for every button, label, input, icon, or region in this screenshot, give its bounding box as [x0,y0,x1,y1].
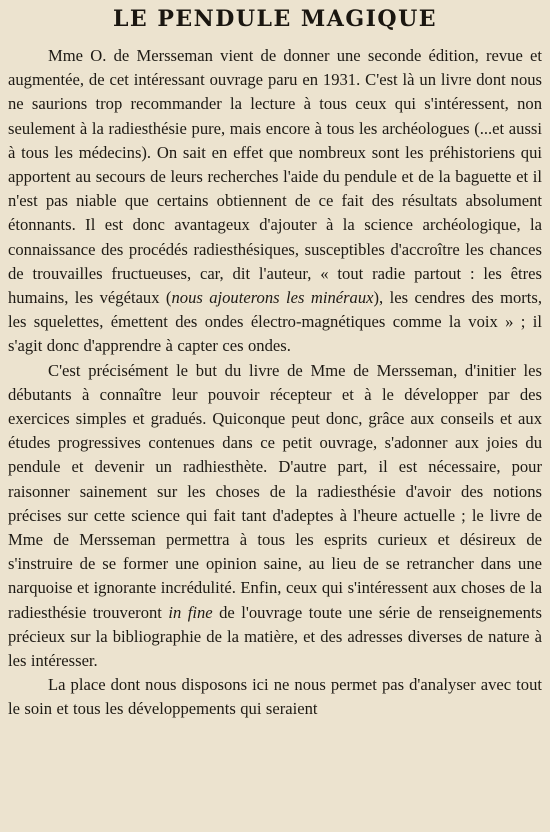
paragraph-1-text-end: ), les cendres des morts, les squelettes, émettent des ondes électro-magnétiques comme la voix » ; il s'agit donc d'apprendre à capter ces ondes. [8,288,543,356]
paragraph-2-text: C'est précisément le but du livre de Mme de Mersseman, d'initier les débutants à connaître leur pouvoir récepteur et à le développer par des exercices simples et gradués. Quiconque peut donc, grâce aux conseils et aux études progressives contenues dans ce petit ouvrage, s'adonner aux joies du pendule et devenir un radhiesthète. D'autre part, il est nécessaire, pour raisonner sainement sur les choses de la radiesthésie d'avoir des notions précises sur cette science qui fait tant d'adeptes à l'heure actuelle ; le livre de Mme de Mersseman permettra à tous les esprits curieux et désireux de s'instruire de se former une opinion saine, au lieu de se retrancher dans une narquoise et ignorante incrédulité. Enfin, ceux qui s'intéressent aux choses de la radiesthésie trouveront [8,360,542,622]
article-body [8,44,542,722]
paragraph-2-text-end: de l'ouvrage toute une série de renseignements précieux sur la bibliographie de la matière, et des adresses diverses de nature à les intéresser. [8,602,542,671]
paragraph-1 [8,44,542,359]
paragraph-2-italic: in fine [168,602,213,622]
paragraph-1-text: Mme O. de Mersseman vient de donner une seconde édition, revue et augmentée, de cet intéressant ouvrage paru en 1931. C'est là un livre dont nous ne saurions trop recommander la lecture à tous ceux qui s'intéressent, non seulement à la radiesthésie pure, mais encore à tous les archéologues (...et aussi à tous les médecins). On sait en effet que nombreux sont les préhistoriens qui apportent au secours de leurs recherches l'aide du pendule et de la baguette et il n'est pas niable que certains obtiennent de ce fait des résultats absolument étonnants. Il est donc avantageux d'ajouter à la science archéologique, la connaissance des procédés radiesthésiques, susceptibles d'accroître les chances de trouvailles fructueuses, car, dit l'auteur, « tout radie partout : les êtres humains, les végétaux ( [8,46,542,308]
article-title: LE PENDULE MAGIQUE [112,6,438,32]
paragraph-1-italic: nous ajouterons les minéraux [171,288,374,308]
paragraph-3 [8,673,542,721]
paragraph-2 [8,359,542,674]
paragraph-3-text: La place dont nous disposons ici ne nous permet pas d'analyser avec tout le soin et tous les développements qui seraient [8,675,542,719]
